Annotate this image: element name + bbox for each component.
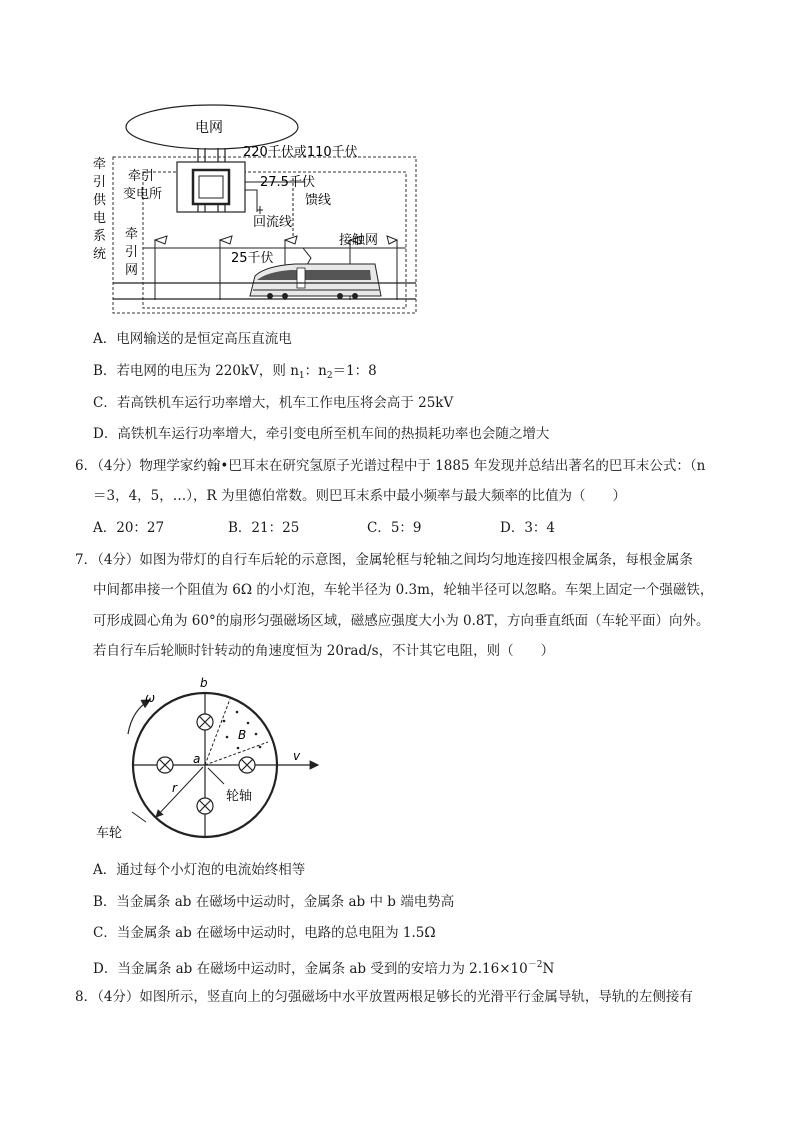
q6-stem-line1: 6．（4分）物理学家约翰•巴耳末在研究氢原子光谱过程中于 1885 年发现并总结出著名的巴耳末公式：（n	[75, 458, 706, 474]
traction-power-diagram	[85, 100, 425, 320]
q6-stem-line2: ＝3，4，5，…），R 为里德伯常数。则巴耳末系中最小频率与最大频率的比值为（ ）	[93, 488, 626, 504]
r-label: r	[172, 781, 177, 795]
q7-option-c: C．当金属条 ab 在磁场中运动时，电路的总电阻为 1.5Ω	[93, 925, 436, 941]
q8-stem-line1: 8．（4分）如图所示，竖直向上的匀强磁场中水平放置两根足够长的光滑平行金属导轨，导轨的左侧接有	[75, 989, 693, 1005]
voltage-high-label: 220千伏或110千伏	[243, 145, 358, 160]
svg-text:牵: 牵	[93, 157, 107, 172]
q7-stem-line2: 中间都串接一个阻值为 6Ω 的小灯泡，车轮半径为 0.3m，轮轴半径可以忽略。车架上固定一个强磁铁，	[93, 582, 714, 598]
omega-label: ω	[145, 691, 156, 705]
svg-text:引: 引	[125, 245, 139, 260]
v-label: v	[293, 749, 301, 763]
svg-text:系: 系	[93, 229, 107, 244]
svg-text:供: 供	[93, 193, 107, 208]
q7-stem-line4: 若自行车后轮顺时针转动的角速度恒为 20rad/s，不计其它电阻，则（ ）	[93, 643, 555, 659]
substation-label-2: 变电所	[123, 187, 163, 202]
field-sector	[205, 699, 268, 765]
return-line-label: 回流线	[253, 215, 293, 230]
system-vertical-label	[93, 157, 107, 262]
q5-option-c: C．若高铁机车运行功率增大，机车工作电压将会高于 25kV	[93, 395, 454, 411]
axle-label: 轮轴	[226, 789, 253, 804]
a-label: a	[193, 752, 201, 766]
contact-net-label: 接触网	[339, 233, 379, 248]
q5-option-b: B．若电网的电压为 220kV，则 $n_1$：$n_2=1$：8	[93, 363, 377, 381]
q6-option-c: C．5：9	[367, 520, 422, 536]
B-label: B	[238, 728, 247, 742]
q7-stem-line1: 7．（4分）如图为带灯的自行车后轮的示意图，金属轮框与轮轴之间均匀地连接四根金属条，每根金属条	[75, 552, 693, 568]
svg-text:统: 统	[93, 247, 107, 262]
grid-label: 电网	[195, 120, 223, 136]
svg-text:电: 电	[93, 211, 107, 226]
q5-option-d: D．高铁机车运行功率增大，牵引变电所至机车间的热损耗功率也会随之增大	[93, 426, 550, 442]
q7-stem-line3: 可形成圆心角为 60°的扇形匀强磁场区域，磁感应强度大小为 0.8T，方向垂直纸面（车轮平面）向外。	[93, 613, 710, 629]
net-vertical-label	[125, 227, 138, 278]
feeder-label: 馈线	[305, 193, 332, 208]
voltage-25-label: 25千伏	[231, 251, 274, 266]
substation-label-1: 牵引	[128, 169, 155, 184]
omega-arrow	[128, 700, 150, 734]
wheel-label: 车轮	[96, 826, 123, 841]
q7-option-d: D．当金属条 ab 在磁场中运动时，金属条 ab 受到的安培力为 $2.16\times 10^{-2}N$	[93, 960, 555, 977]
q6-option-d: D．3：4	[500, 520, 556, 536]
q6-option-b: B．21：25	[228, 520, 300, 536]
q6-option-a: A．20：27	[93, 520, 165, 536]
voltage-275-label: 27.5千伏	[260, 175, 315, 190]
q5-option-a: A．电网输送的是恒定高压直流电	[93, 331, 292, 347]
radius-arrow	[156, 767, 203, 817]
svg-text:引: 引	[93, 175, 107, 190]
svg-text:网: 网	[125, 263, 139, 278]
train-icon	[250, 264, 381, 299]
q7-option-b: B．当金属条 ab 在磁场中运动时，金属条 ab 中 b 端电势高	[93, 894, 455, 910]
q7-option-a: A．通过每个小灯泡的电流始终相等	[93, 862, 306, 878]
svg-text:牵: 牵	[125, 227, 139, 242]
b-label: b	[200, 676, 208, 690]
bicycle-wheel-diagram	[90, 672, 330, 852]
